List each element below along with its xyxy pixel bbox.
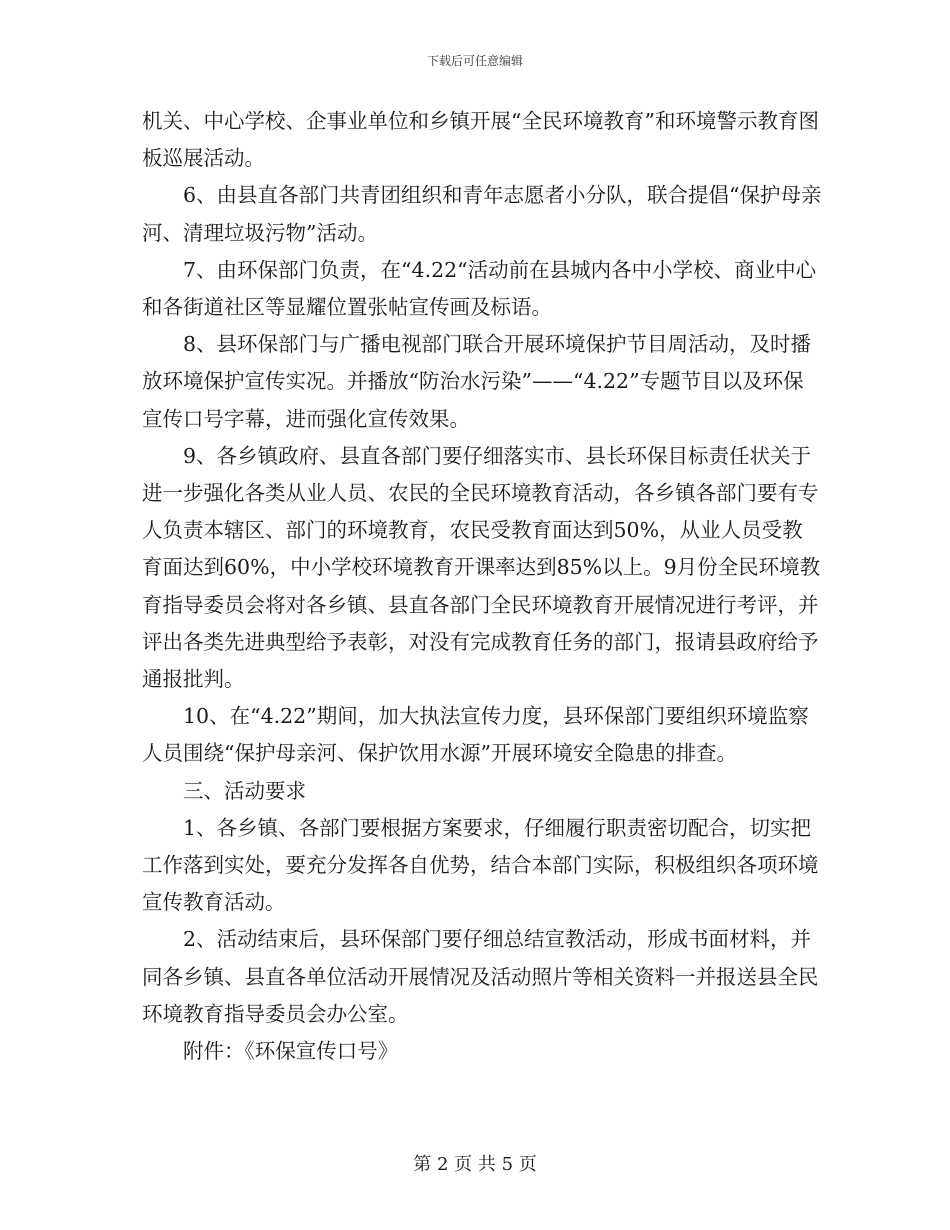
page-number-footer: 第 2 页 共 5 页 xyxy=(413,1154,537,1175)
page-header: 下载后可任意编辑 xyxy=(426,54,523,68)
paragraph-item-6: 6、由县直各部门共青团组织和青年志愿者小分队，联合提倡“保护母亲河、清理垃圾污物”活动。 xyxy=(142,183,822,245)
paragraph-item-8: 8、县环保部门与广播电视部门联合开展环境保护节目周活动，及时播放环境保护宣传实况。并播放“防治水污染”——“4.22”专题节目以及环保宣传口号字幕，进而强化宣传效果。 xyxy=(142,332,812,431)
paragraph-item-9: 9、各乡镇政府、县直各部门要仔细落实市、县长环保目标责任状关于进一步强化各类从业人员、农民的全民环境教育活动，各乡镇各部门要有专人负责本辖区、部门的环境教育，农民受教育面达到50%，从业人员受教育面达到60%，中小学校环境教育开课率达到85%以上。9月份全民环境教育指导委员会将对各乡镇、县直各部门全民环境教育开展情况进行考评，并评出各类先进典型给予表彰，对没有完成教育任务的部门，报请县政府给予通报批判。 xyxy=(142,443,821,692)
document-body xyxy=(142,103,822,1070)
paragraph-requirement-1: 1、各乡镇、各部门要根据方案要求，仔细履行职责密切配合，切实把工作落到实处，要充分发挥各自优势，结合本部门实际，积极组织各项环境宣传教育活动。 xyxy=(142,815,819,915)
attachment-line: 附件：《环保宣传口号》 xyxy=(183,1039,399,1064)
paragraph-requirement-2: 2、活动结束后，县环保部门要仔细总结宣教活动，形成书面材料，并同各乡镇、县直各单位活动开展情况及活动照片等相关资料一并报送县全民环境教育指导委员会办公室。 xyxy=(142,927,819,1026)
paragraph-item-10: 10、在“4.22”期间，加大执法宣传力度，县环保部门要组织环境监察人员围绕“保护母亲河、保护饮用水源”开展环境安全隐患的排查。 xyxy=(142,704,809,766)
paragraph-item-7: 7、由环保部门负责，在“4.22“活动前在县城内各中小学校、商业中心和各街道社区等显耀位置张帖宣传画及标语。 xyxy=(142,257,817,320)
section-heading-requirements: 三、活动要求 xyxy=(183,778,306,803)
paragraph-continuation: 机关、中心学校、企事业单位和乡镇开展“全民环境教育”和环境警示教育图板巡展活动。 xyxy=(142,109,819,171)
